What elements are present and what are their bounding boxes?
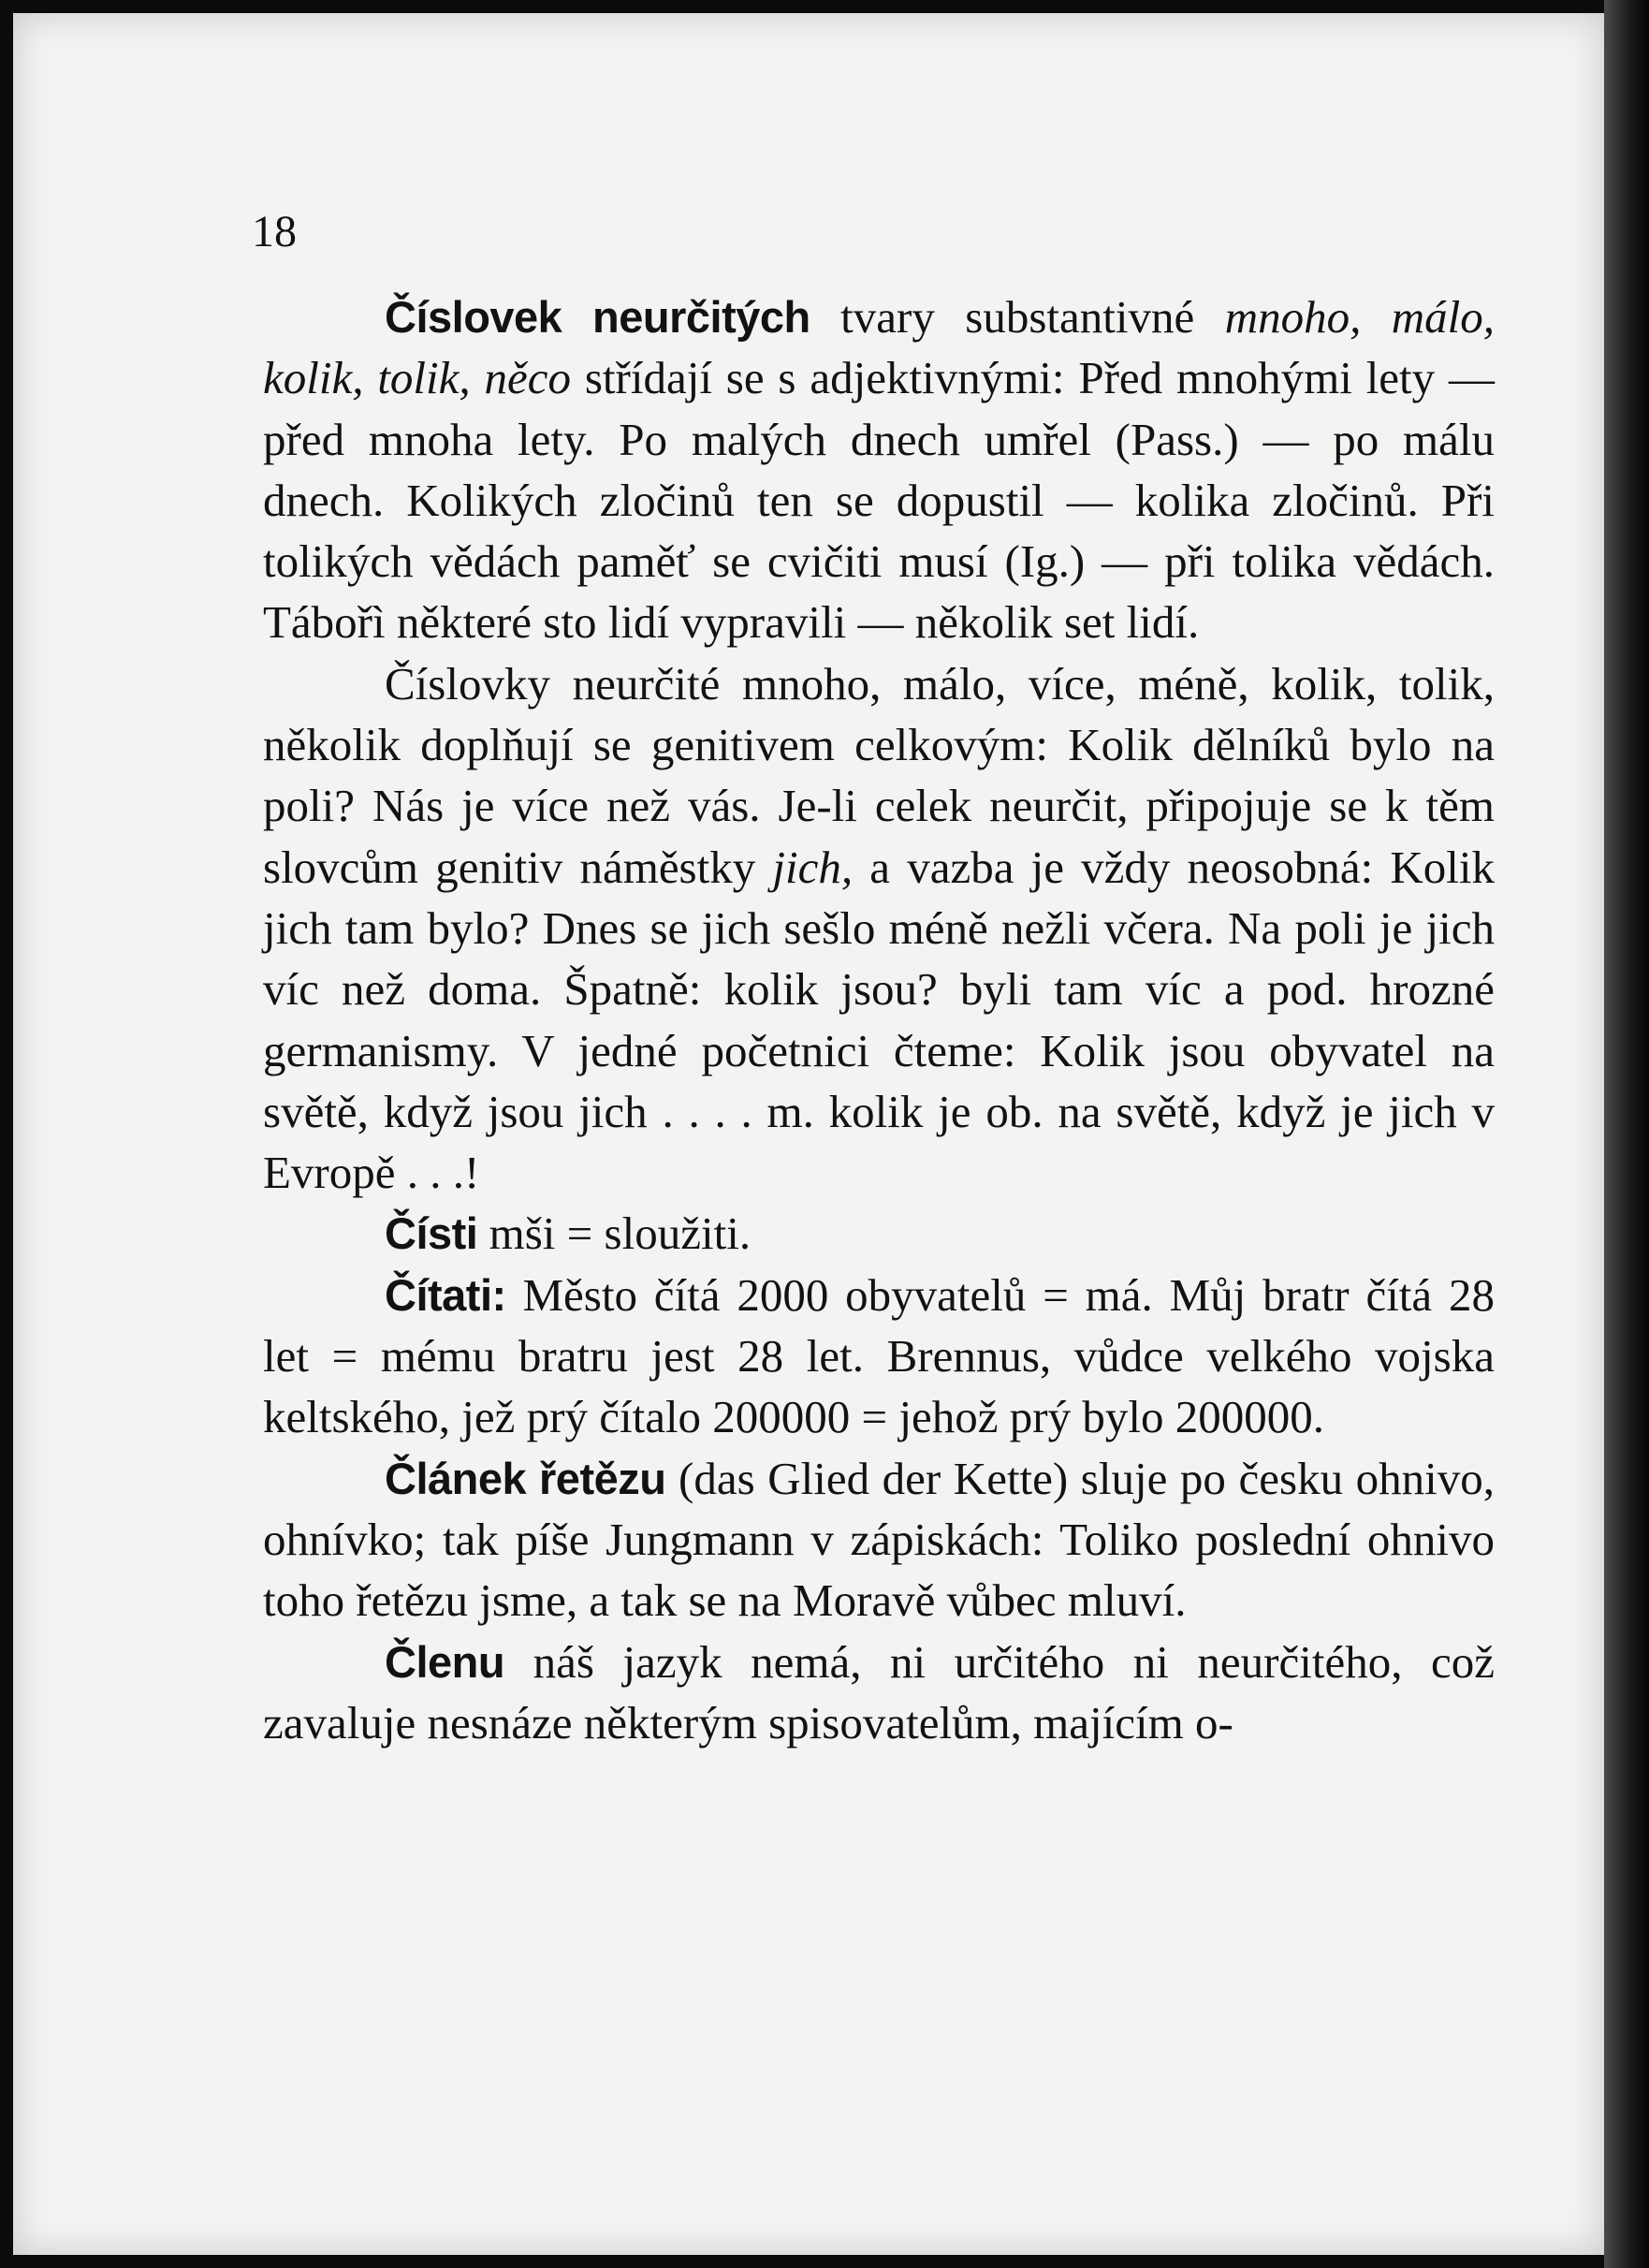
- paragraph-clanek: [263, 1448, 1495, 1631]
- lead-term: Číslovek neurčitých: [385, 292, 810, 342]
- text-run: Číslovky neurčité mnoho, málo, více, méně, kolik, tolik, několik doplňují se genitivem celkovým: Kolik dělníků bylo na poli? Nás je více než vás. Je-li celek neurčit, připojuje se k těm slovcům genitiv náměstky: [263, 657, 1495, 893]
- text-run: mši = sloužiti.: [477, 1207, 752, 1260]
- paragraph-clenu: [263, 1631, 1495, 1754]
- paragraph-ciclovek: [263, 286, 1495, 653]
- paragraph-citati: [263, 1265, 1495, 1448]
- paragraph-cisti: [263, 1203, 1495, 1264]
- text-run: střídají se s adjektivnými: Před mnohými lety — před mnoha lety. Po malých dnech umřel (Pass.) — po málu dnech. Kolikých zločinů ten se dopustil — kolika zločinů. Při tolikých vědách paměť se cvičiti musí (Ig.) — při tolika vědách. Tábořì některé sto lidí vypravili — několik set lidí.: [263, 352, 1496, 649]
- page-edge-shadow: [1604, 0, 1649, 2268]
- page-body: [263, 286, 1495, 1753]
- text-run: tvary substantivné: [810, 291, 1225, 343]
- text-run: náš jazyk nemá, ni určitého ni neurčitého, což zavaluje nesnáze některým spisovatelům, majícím o-: [263, 1635, 1495, 1749]
- lead-term: Článek řetězu: [385, 1453, 666, 1503]
- text-run: (das Glied der Kette) sluje po česku ohnivo, ohnívko; tak píše Jungmann v zápiskách: Toliko poslední ohnivo toho řetězu jsme, a tak se na Moravě vůbec mluví.: [263, 1452, 1496, 1627]
- page-number: 18: [252, 207, 297, 256]
- italic-run: jich,: [772, 841, 854, 893]
- lead-term: Čítati:: [385, 1269, 506, 1320]
- book-page: [13, 13, 1604, 2255]
- lead-term: Čísti: [385, 1208, 478, 1259]
- text-run: Město čítá 2000 obyvatelů = má. Můj bratr čítá 28 let = mému bratru jest 28 let. Brennus, vůdce velkého vojska keltského, jež prý čítalo 200000 = jehož prý bylo 200000.: [263, 1268, 1495, 1443]
- paragraph-cislovky: [263, 653, 1495, 1204]
- text-run: a vazba je vždy neosobná: Kolik jich tam bylo? Dnes se jich sešlo méně nežli včera. Na poli je jich víc než doma. Špatně: kolik jsou? byli tam víc a pod. hrozné germanismy. V jedné početnici čteme: Kolik jsou obyvatel na světě, když jsou jich . . . . m. kolik je ob. na světě, když je jich v Evropě . . .!: [263, 841, 1495, 1199]
- lead-term: Členu: [385, 1636, 505, 1687]
- italic-run: mnoho, málo, kolik, tolik, něco: [263, 291, 1495, 404]
